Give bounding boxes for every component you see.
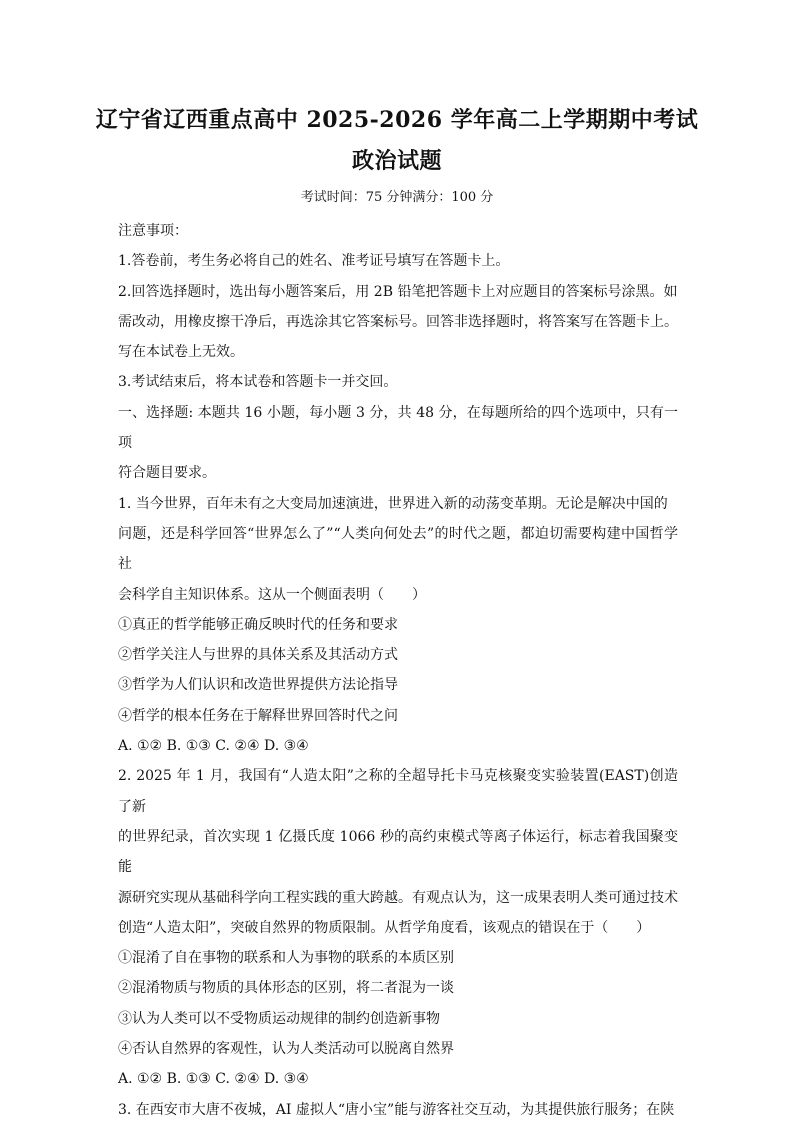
question-2-option: ④否认自然界的客观性，认为人类活动可以脱离自然界	[118, 1041, 454, 1058]
question-1-option: ②哲学关注人与世界的具体关系及其活动方式	[118, 647, 398, 664]
question-1-stem: 问题，还是科学回答“世界怎么了”“人类向何处去”的时代之题，都迫切需要构建中国哲学社	[118, 525, 678, 573]
document-title: 辽宁省辽西重点高中 2025-2026 学年高二上学期期中考试	[95, 107, 699, 133]
notice-item: 3.考试结束后，将本试卷和答题卡一并交回。	[118, 374, 398, 391]
section-heading: 符合题目要求。	[118, 465, 216, 482]
question-2-stem: 源研究实现从基础科学向工程实践的重大跨越。有观点认为，这一成果表明人类可通过技术	[118, 889, 678, 906]
question-2-choices: A. ①② B. ①③ C. ②④ D. ③④	[118, 1071, 309, 1088]
question-2-stem: 的世界纪录，首次实现 1 亿摄氏度 1066 秒的高约束模式等离子体运行，标志着我国聚变能	[118, 828, 678, 876]
document-body	[118, 216, 678, 1125]
question-2-stem: 创造“人造太阳”，突破自然界的物质限制。从哲学角度看，该观点的错误在于（ ）	[118, 919, 651, 936]
section-heading: 一、选择题: 本题共 16 小题，每小题 3 分，共 48 分，在每题所给的四个选项中，只有一项	[118, 404, 678, 452]
question-3-stem: 3. 在西安市大唐不夜城，AI 虚拟人“唐小宝”能与游客社交互动，为其提供旅行服务；在陕	[118, 1101, 675, 1118]
question-2-option: ②混淆物质与物质的具体形态的区别，将二者混为一谈	[118, 980, 454, 997]
question-2-option: ①混淆了自在事物的联系和人为事物的联系的本质区别	[118, 950, 454, 967]
exam-info: 考试时间：75 分钟满分：100 分	[300, 190, 494, 205]
question-2-option: ③认为人类可以不受物质运动规律的制约创造新事物	[118, 1010, 440, 1027]
question-1-option: ③哲学为人们认识和改造世界提供方法论指导	[118, 677, 398, 694]
question-1-option: ④哲学的根本任务在于解释世界回答时代之问	[118, 707, 398, 724]
notice-item: 需改动，用橡皮擦干净后，再选涂其它答案标号。回答非选择题时，将答案写在答题卡上。	[118, 313, 678, 330]
question-1-option: ①真正的哲学能够正确反映时代的任务和要求	[118, 616, 398, 633]
notice-heading: 注意事项：	[118, 223, 188, 239]
document-subtitle: 政治试题	[351, 148, 442, 174]
notice-item: 2.回答选择题时，选出每小题答案后，用 2B 铅笔把答题卡上对应题目的答案标号涂黑。如	[118, 283, 678, 300]
question-2-stem: 2. 2025 年 1 月，我国有“人造太阳”之称的全超导托卡马克核聚变实验装置(EAST)创造了新	[118, 768, 678, 815]
question-1-stem: 1. 当今世界，百年未有之大变局加速演进，世界进入新的动荡变革期。无论是解决中国的	[118, 495, 668, 512]
question-1-choices: A. ①② B. ①③ C. ②④ D. ③④	[118, 738, 309, 755]
question-1-stem: 会科学自主知识体系。这从一个侧面表明（ ）	[118, 586, 426, 603]
notice-item: 1.答卷前，考生务必将自己的姓名、准考证号填写在答题卡上。	[118, 253, 510, 270]
notice-item: 写在本试卷上无效。	[118, 344, 244, 361]
